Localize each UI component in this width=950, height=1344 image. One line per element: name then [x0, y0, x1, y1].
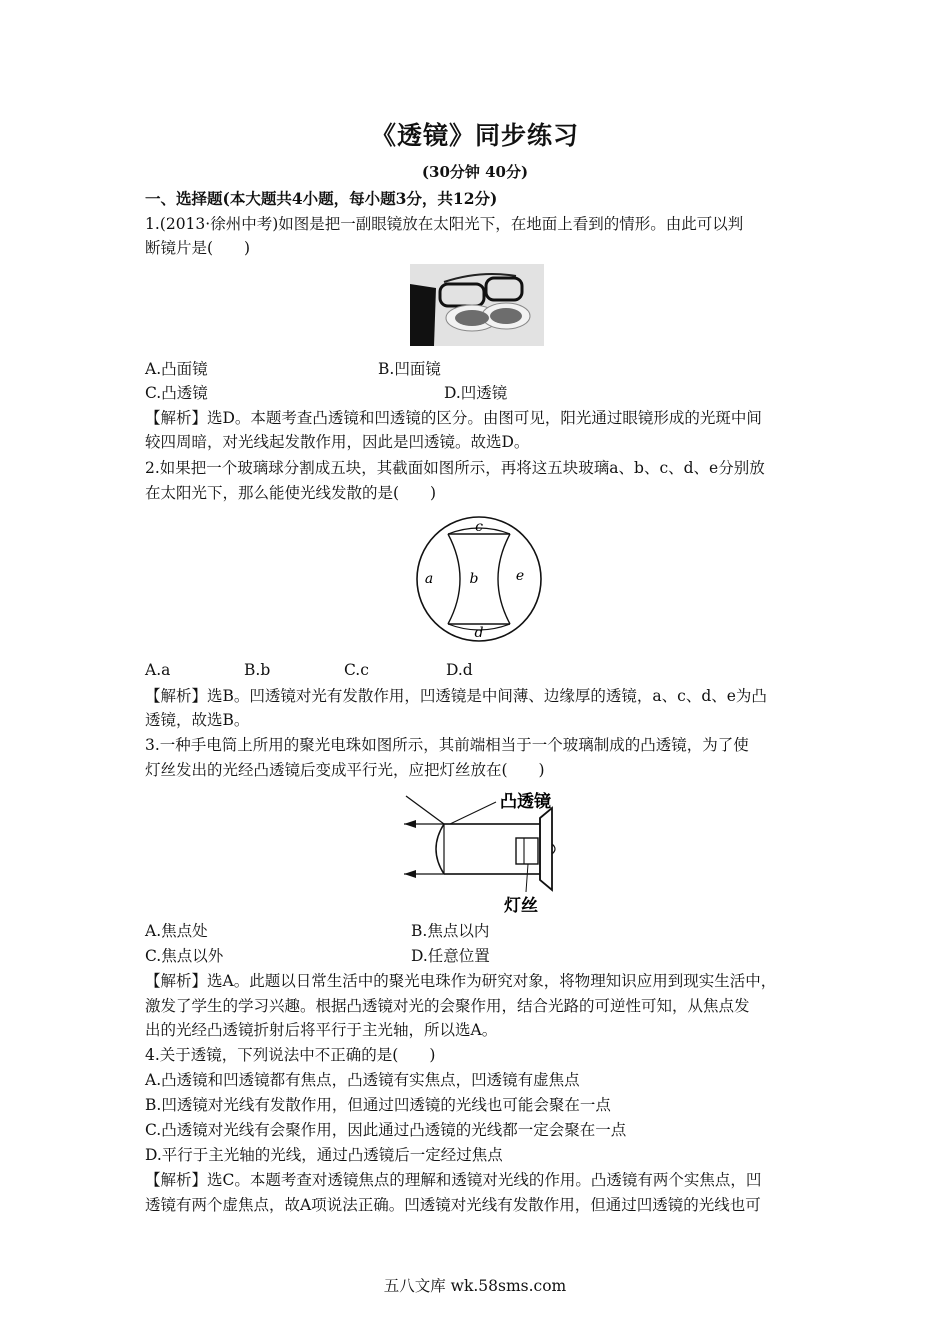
q3-analysis-line3: 出的光经凸透镜折射后将平行于主光轴，所以选A。 — [145, 1021, 498, 1039]
q4-analysis-line1: 【解析】选C。本题考查对透镜焦点的理解和透镜对光线的作用。凸透镜有两个实焦点，凹 — [145, 1171, 762, 1189]
glass-sphere-diagram — [412, 512, 546, 648]
label-convex-lens: 凸透镜 — [500, 792, 551, 812]
label-b: b — [469, 571, 479, 587]
q3-line2: 灯丝发出的光经凸透镜后变成平行光，应把灯丝放在( ) — [145, 761, 545, 779]
q4-option-b: B.凹透镜对光线有发散作用，但通过凹透镜的光线也可能会聚在一点 — [145, 1096, 611, 1114]
label-d: d — [474, 625, 484, 641]
label-e: e — [515, 568, 525, 584]
q3-line1: 3.一种手电筒上所用的聚光电珠如图所示，其前端相当于一个玻璃制成的凸透镜，为了使 — [145, 736, 749, 754]
q4-option-c: C.凸透镜对光线有会聚作用，因此通过凸透镜的光线都一定会聚在一点 — [145, 1121, 627, 1139]
q1-option-a: A.凸面镜 — [145, 360, 208, 378]
q1-option-d: D.凹透镜 — [444, 384, 508, 402]
page-subtitle: (30分钟 40分) — [421, 163, 529, 181]
flashlight-bulb-diagram — [400, 788, 570, 918]
label-a: a — [424, 571, 434, 587]
q2-option-a: A.a — [145, 661, 171, 679]
label-c: c — [475, 519, 483, 535]
q2-option-c: C.c — [344, 661, 369, 679]
page-title: 《透镜》同步练习 — [370, 121, 579, 150]
q3-option-c: C.焦点以外 — [145, 947, 224, 965]
q2-line2: 在太阳光下，那么能使光线发散的是( ) — [145, 484, 437, 502]
q2-analysis-line1: 【解析】选B。凹透镜对光有发散作用，凹透镜是中间薄、边缘厚的透镜，a、c、d、e为凸 — [145, 687, 767, 705]
glasses-shadow-photo — [410, 264, 544, 346]
q1-line2: 断镜片是( ) — [145, 239, 251, 257]
q2-option-d: D.d — [446, 661, 473, 679]
q4-analysis-line2: 透镜有两个虚焦点，故A项说法正确。凹透镜对光线有发散作用，但通过凹透镜的光线也可 — [145, 1196, 761, 1214]
q3-option-d: D.任意位置 — [411, 947, 490, 965]
q3-analysis-line2: 激发了学生的学习兴趣。根据凸透镜对光的会聚作用，结合光路的可逆性可知，从焦点发 — [145, 997, 750, 1015]
q1-option-b: B.凹面镜 — [378, 360, 441, 378]
q1-analysis-line2: 较四周暗，对光线起发散作用，因此是凹透镜。故选D。 — [145, 433, 530, 451]
q1-option-c: C.凸透镜 — [145, 384, 208, 402]
section-heading: 一、选择题(本大题共4小题，每小题3分，共12分) — [145, 189, 498, 208]
q2-line1: 2.如果把一个玻璃球分割成五块，其截面如图所示，再将这五块玻璃a、b、c、d、e分别放 — [145, 459, 765, 477]
q2-option-b: B.b — [244, 661, 271, 679]
q4-option-d: D.平行于主光轴的光线，通过凸透镜后一定经过焦点 — [145, 1146, 503, 1164]
q3-option-a: A.焦点处 — [145, 922, 208, 940]
q3-option-b: B.焦点以内 — [411, 922, 490, 940]
label-filament: 灯丝 — [504, 896, 538, 916]
page-footer: 五八文库 wk.58sms.com — [383, 1277, 567, 1295]
q2-analysis-line2: 透镜，故选B。 — [145, 711, 250, 729]
q4-option-a: A.凸透镜和凹透镜都有焦点，凸透镜有实焦点，凹透镜有虚焦点 — [145, 1071, 580, 1089]
q1-analysis-line1: 【解析】选D。本题考查凸透镜和凹透镜的区分。由图可见，阳光通过眼镜形成的光斑中间 — [145, 409, 762, 427]
q1-line1: 1.(2013·徐州中考)如图是把一副眼镜放在太阳光下，在地面上看到的情形。由此可以判 — [145, 215, 744, 233]
q3-analysis-line1: 【解析】选A。此题以日常生活中的聚光电珠作为研究对象，将物理知识应用到现实生活中， — [145, 972, 777, 990]
q4-line1: 4.关于透镜，下列说法中不正确的是( ) — [145, 1046, 436, 1064]
